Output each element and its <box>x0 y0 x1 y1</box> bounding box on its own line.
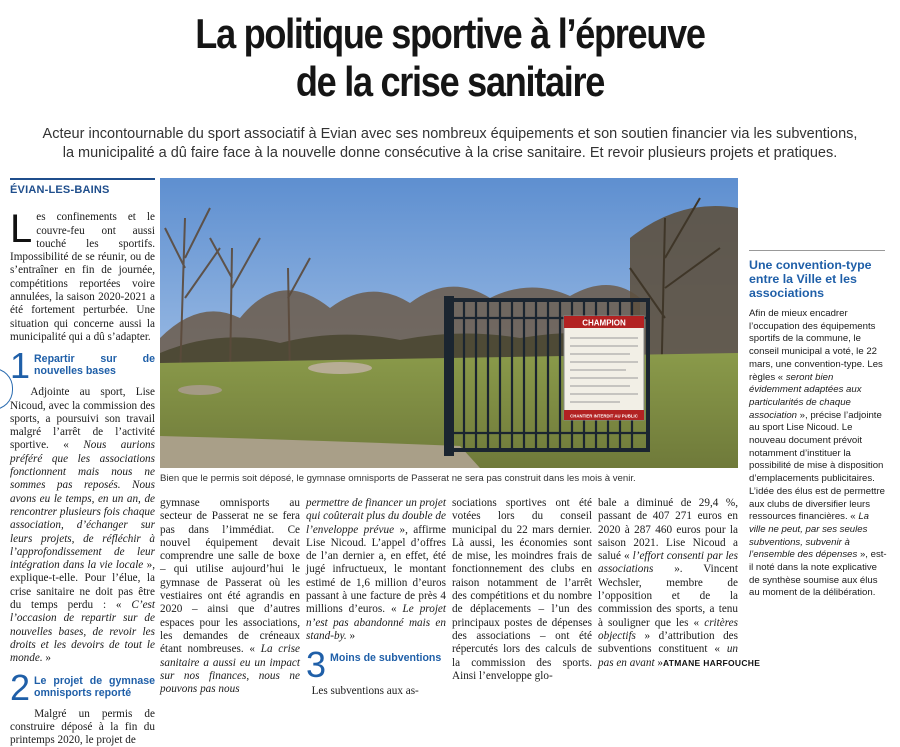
sidebox-paragraph: Afin de mieux encadrer l’occupation des équipements sportifs de la commune, le conseil municipal a voté, le 22 mars, une convention-type. Les règles « seront bien évidemment adaptées aux particularités de chaque association », précise l’adjointe au sport Lise Nicoud. Le nouveau document prévoit notamment d’instituer la possibilité de mise à disposition d’emplacements publicitaires. L’idée des élus est de permettre aux clubs de diversifier leurs ressources financières. « La ville ne peut, par ses seules subventions, subvenir à l’ensemble des dépenses », est-il noté dans la note explicative de synthèse soumise aux élus au moment de la délibération. <box>749 308 887 600</box>
author-signature: ATMANE HARFOUCHE <box>663 658 760 668</box>
section-3-title: Moins de subventions <box>330 649 441 664</box>
sidebox <box>749 250 887 600</box>
sign-footer: CHANTIER INTERDIT AU PUBLIC <box>570 414 638 419</box>
article-column-4 <box>452 497 592 683</box>
section-1-paragraph: Adjointe au sport, Lise Nicoud, avec la commission des sports, a poursuivi son travail malgré l’arrêt de l’activité sportive. « Nous aurions préféré que les associations fonctionnent mais nous ne sommes pas reposés. Nous avons eu le temps, en un an, de rencontrer plusieurs fois chaque association, d’échanger sur leurs projets, de réfléchir à l’approfondissement de leur intégration dans la vie locale », explique-t-elle. Pour l’élue, la crise sanitaire ne doit pas être du temps perdu : « C’est l’occasion de repartir sur de nouvelles bases, de revoir les droits et les devoirs de tout le monde. » <box>10 386 155 665</box>
standfirst <box>20 125 880 163</box>
section-2-paragraph-cont: gymnase omnisports au secteur de Passerat ne se fera pas dans l’immédiat. Ce nouvel équipement devait comprendre une salle de boxe – qui utilise aujourd’hui le gymnase de Passerat où les vestiaires ont été agrandis en 2020 – ainsi que d’autres espaces pour les associations, les demandes de créneaux étant nombreuses. « La crise sanitaire a aussi eu un impact sur nos finances, nous ne pouvons pas nous <box>160 497 300 696</box>
article-column-3 <box>306 497 446 699</box>
section-1-heading <box>10 350 155 382</box>
photo-gymnasium-site <box>160 178 738 468</box>
section-2-title: Le projet de gymnase omnisports reporté <box>34 672 155 699</box>
article-photo <box>160 178 738 468</box>
section-1-title: Repartir sur de nouvelles bases <box>34 350 155 377</box>
intro-paragraph <box>10 211 155 344</box>
headline <box>63 10 837 106</box>
headline-line-1: La politique sportive à l’épreuve <box>63 10 837 58</box>
section-2-paragraph-start: Malgré un permis de construire déposé à la fin du printemps 2020, le projet de <box>10 708 155 747</box>
sign-brand: CHAMPION <box>582 319 626 328</box>
headline-line-2: de la crise sanitaire <box>63 58 837 106</box>
section-2-heading <box>10 672 155 704</box>
standfirst-line-2: la municipalité a dû faire face à la nouvelle donne consécutive à la crise sanitaire. Et revoir plusieurs projets et pratiques. <box>20 144 880 163</box>
section-2-paragraph-end: permettre de financer un projet qui coûterait plus du double de l’enveloppe prévue », affirme Lise Nicoud. L’appel d’offres de l’an dernier a, en effet, été jugé infructueux, le montant estimé de 1,6 million d’euros passant à une facture de près 4 millions d’euros. « Le projet n’est pas abandonné mais en stand-by. » <box>306 497 446 643</box>
section-3-paragraph-end: bale a diminué de 29,4 %, passant de 407 271 euros en 2020 à 287 460 euros pour la saison 2021. Lise Nicoud a salué « l’effort consenti par les associations ». Vincent Wechsler, membre de l’opposition et de la commission des sports, a tenu à souligner que les « critères objectifs » d’attribution des subventions constituent « un pas en avant ». <box>598 497 738 670</box>
section-3-paragraph-cont: sociations sportives ont été votées lors du conseil municipal du 22 mars dernier. Là aussi, les économies sont de mise, les moindres frais de fonctionnement des clubs en raison notamment de l’arrêt des compétitions et du nombre de déplacements – l’un des principaux postes de dépenses des associations – ont été répercutés lors des calculs de la commission des sports. Ainsi l’enveloppe glo- <box>452 497 592 683</box>
section-3-number: 3 <box>306 649 326 681</box>
article-column-1 <box>10 178 155 747</box>
section-3-heading <box>306 649 446 681</box>
section-1-number: 1 <box>10 350 30 382</box>
article-column-5 <box>598 497 738 670</box>
standfirst-line-1: Acteur incontournable du sport associatif à Evian avec ses nombreux équipements et son soutien financier via les subventions, <box>20 125 880 144</box>
photo-caption: Bien que le permis soit déposé, le gymnase omnisports de Passerat ne sera pas construit dans les mois à venir. <box>160 473 738 484</box>
construction-sign <box>564 316 644 420</box>
dateline-city: ÉVIAN-LES-BAINS <box>10 178 155 197</box>
section-2-number: 2 <box>10 672 30 704</box>
section-3-paragraph-start: Les subventions aux as- <box>306 685 446 698</box>
drop-cap: L <box>10 213 32 245</box>
sidebox-title: Une convention-type entre la Ville et les associations <box>749 258 887 300</box>
article-column-2 <box>160 497 300 696</box>
intro-text: es confinements et le couvre-feu ont aussi touché les sportifs. Impossibilité de se réunir, ou de s’entraîner en fin de journée, compétitions reportées voire annulées, la saison 2020-2021 a été fortement perturbée. Une situation qui concerne aussi la municipalité qui a dû s’adapter. <box>10 211 155 343</box>
